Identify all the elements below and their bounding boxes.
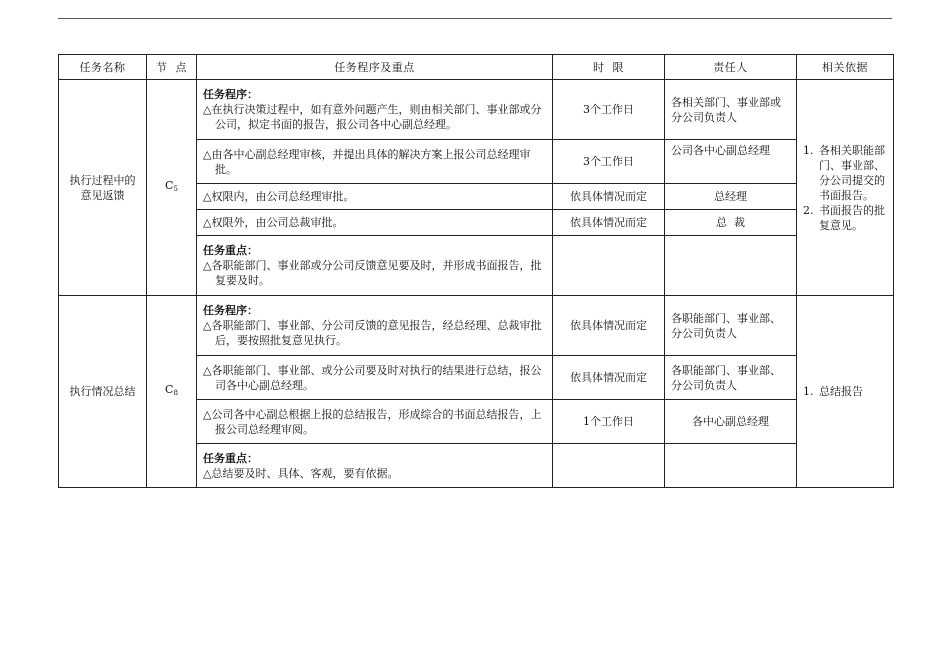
procedure-cell <box>197 80 553 140</box>
node-letter: C <box>165 179 174 192</box>
responsible: 各职能部门、事业部、分公司负责人 <box>665 356 797 400</box>
procedure-step: △各职能部门、事业部、或分公司要及时对执行的结果进行总结，报公司各中心副总经理。 <box>203 363 542 392</box>
procedure-step: △在执行决策过程中，如有意外问题产生，则由相关部门、事业部或分公司，拟定书面的报告，报公司各中心副总经理。 <box>203 103 542 131</box>
basis-cell <box>797 80 894 296</box>
key-points-cell <box>197 444 553 488</box>
key-points-text: △各职能部门、事业部或分公司反馈意见要及时，并形成书面报告，批复要及时。 <box>203 259 542 287</box>
node-cell <box>147 296 197 488</box>
program-heading: 任务程序： <box>203 304 258 317</box>
procedure-step: △由各中心副总经理审核，并提出具体的解决方案上报公司总经理审批。 <box>203 147 531 176</box>
procedure-cell <box>197 400 553 444</box>
node-cell <box>147 80 197 296</box>
key-heading: 任务重点： <box>203 451 258 465</box>
basis-item: 1. 各相关职能部门、事业部、分公司提交的书面报告。 <box>817 143 887 203</box>
time-limit: 3个工作日 <box>553 80 665 140</box>
header-responsible: 责任人 <box>665 55 797 80</box>
time-limit: 依具体情况而定 <box>553 296 665 356</box>
basis-item: 2. 书面报告的批复意见。 <box>817 203 887 233</box>
responsible: 各职能部门、事业部、分公司负责人 <box>665 296 797 356</box>
node-subscript: 8 <box>173 389 178 397</box>
procedure-step: △公司各中心副总根据上报的总结报告，形成综合的书面总结报告，上报公司总经理审阅。 <box>203 407 542 436</box>
basis-list <box>801 384 887 399</box>
task-name: 执行过程中的意见返馈 <box>69 173 136 202</box>
empty-cell <box>665 236 797 296</box>
responsible: 各中心副总经理 <box>665 400 797 444</box>
time-limit: 依具体情况而定 <box>553 184 665 210</box>
procedure-step: △权限内，由公司总经理审批。 <box>203 190 355 203</box>
key-heading: 任务重点： <box>203 244 258 257</box>
header-procedure: 任务程序及重点 <box>197 55 553 80</box>
basis-list <box>801 143 887 233</box>
time-limit: 3个工作日 <box>553 140 665 184</box>
responsible: 公司各中心副总经理 <box>665 140 797 184</box>
procedure-cell <box>197 184 553 210</box>
responsible: 各相关部门、事业部或分公司负责人 <box>665 80 797 140</box>
procedure-cell <box>197 210 553 236</box>
table-row <box>59 296 894 356</box>
time-limit: 依具体情况而定 <box>553 210 665 236</box>
header-time-limit: 时 限 <box>553 55 665 80</box>
header-basis: 相关依据 <box>797 55 894 80</box>
empty-cell <box>553 444 665 488</box>
procedure-step: △权限外，由公司总裁审批。 <box>203 216 344 229</box>
basis-item: 1. 总结报告 <box>817 384 887 399</box>
procedure-step: △各职能部门、事业部、分公司反馈的意见报告，经总经理、总裁审批后，要按照批复意见执行。 <box>203 319 542 347</box>
key-points-cell <box>197 236 553 296</box>
header-rule <box>58 18 892 19</box>
header-row <box>59 55 894 80</box>
task-name-cell <box>59 296 147 488</box>
task-name-cell <box>59 80 147 296</box>
key-points-text: △总结要及时、具体、客观，要有依据。 <box>203 466 399 480</box>
program-heading: 任务程序： <box>203 88 258 101</box>
time-limit: 依具体情况而定 <box>553 356 665 400</box>
responsible: 总经理 <box>665 184 797 210</box>
task-name: 执行情况总结 <box>69 385 136 398</box>
header-task-name: 任务名称 <box>59 55 147 80</box>
header-node: 节 点 <box>147 55 197 80</box>
task-table <box>58 54 894 488</box>
node-letter: C <box>165 383 174 396</box>
empty-cell <box>553 236 665 296</box>
basis-cell <box>797 296 894 488</box>
table-row <box>59 80 894 140</box>
node-subscript: 5 <box>173 185 178 193</box>
procedure-cell <box>197 140 553 184</box>
time-limit: 1个工作日 <box>553 400 665 444</box>
procedure-cell <box>197 356 553 400</box>
procedure-cell <box>197 296 553 356</box>
responsible: 总 裁 <box>665 210 797 236</box>
empty-cell <box>665 444 797 488</box>
